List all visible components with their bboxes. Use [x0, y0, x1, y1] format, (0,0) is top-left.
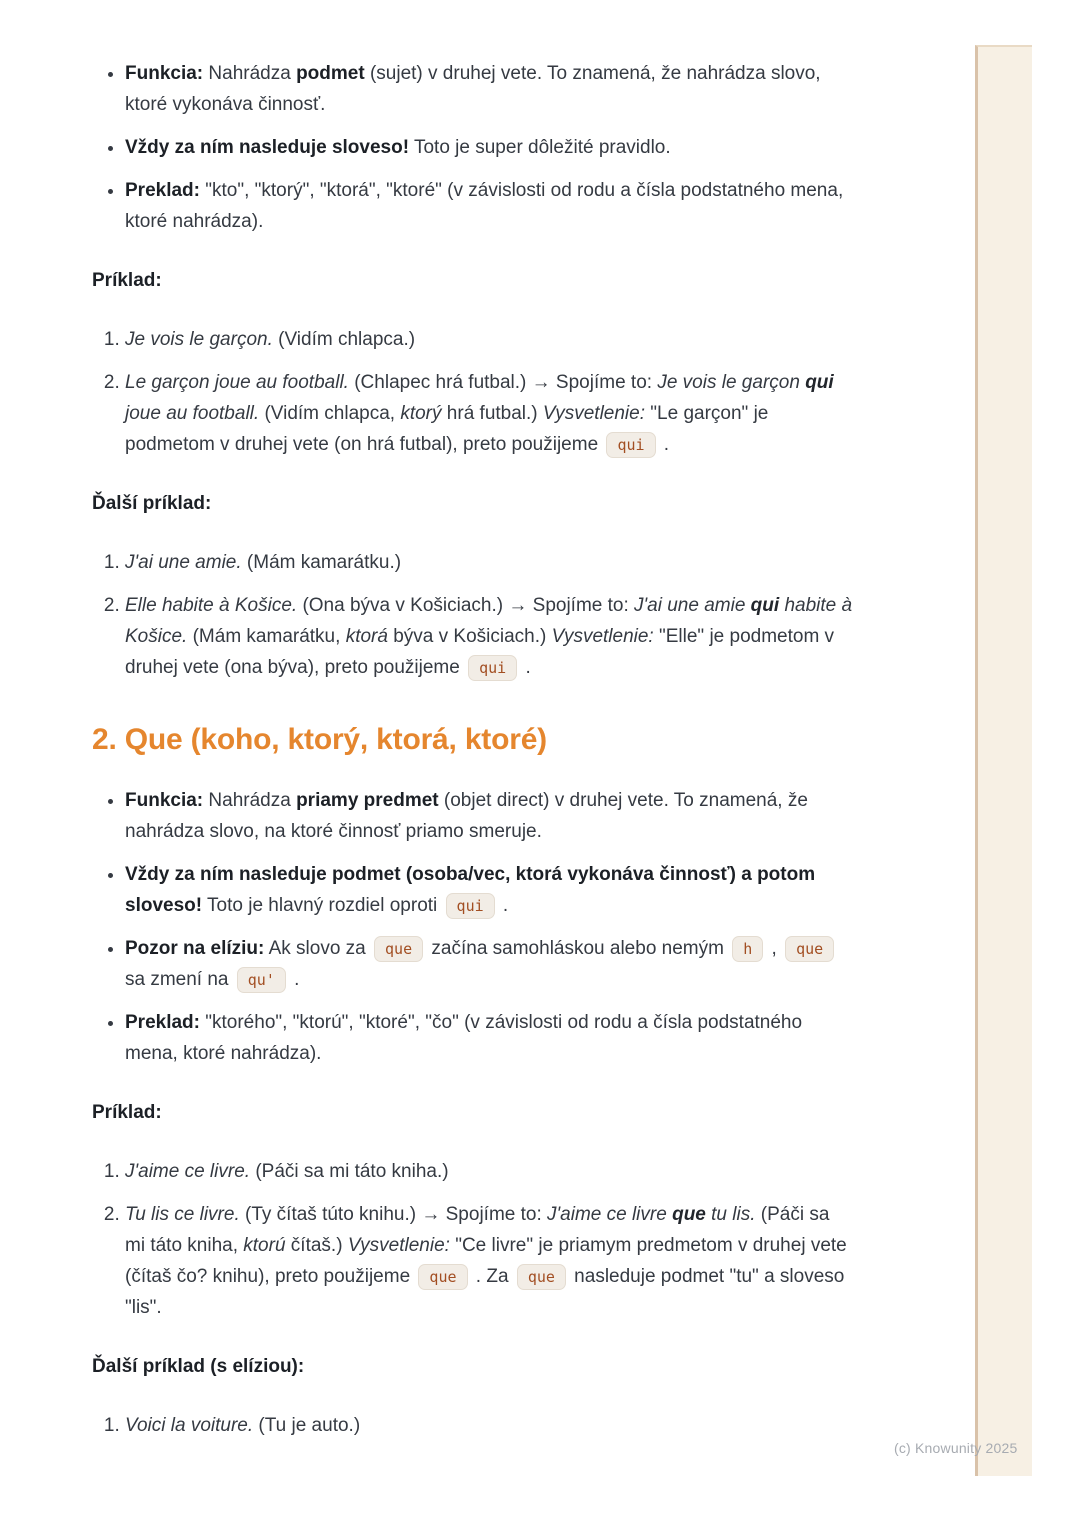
text-run-italic: ktorá	[345, 626, 388, 647]
text-run: čítaš.)	[285, 1235, 348, 1256]
text-run: Nahrádza	[203, 63, 297, 84]
text-run-bold: Pozor na elíziu:	[125, 938, 265, 959]
text-run-bold-italic: qui	[750, 595, 780, 616]
list-item	[125, 175, 854, 237]
text-run-italic: Tu lis ce livre.	[125, 1204, 240, 1225]
inline-code-chip: h	[732, 936, 763, 962]
list-item	[125, 1007, 854, 1069]
list-item	[125, 132, 854, 163]
text-run: Toto je super dôležité pravidlo.	[409, 137, 671, 158]
text-run: "ktorého", "ktorú", "ktoré", "čo" (v závislosti od rodu a čísla podstatného mena, ktoré nahrádza).	[125, 1012, 803, 1064]
numbered-list	[92, 547, 854, 683]
text-run-bold: Funkcia:	[125, 790, 204, 811]
text-run: hrá futbal.)	[441, 403, 543, 424]
watermark: (c) Knowunity 2025	[894, 1440, 1018, 1456]
text-run-italic: ktorý	[400, 403, 442, 424]
text-run: začína samohláskou alebo nemým	[426, 938, 730, 959]
text-run: Nahrádza	[203, 790, 297, 811]
text-run-italic: Vysvetlenie:	[551, 626, 654, 647]
sub-heading: Ďalší príklad (s elíziou):	[92, 1356, 305, 1377]
text-run: Toto je hlavný rozdiel oproti	[202, 895, 443, 916]
text-run: ,	[766, 938, 783, 959]
text-run: sa zmení na	[125, 969, 234, 990]
text-run-italic: joue au football.	[125, 403, 260, 424]
text-run: "Le garçon" je podmetom v druhej vete (on hrá futbal), preto použijeme	[125, 403, 769, 455]
text-run: .	[497, 895, 509, 916]
section-title: 2. Que (koho, ktorý, ktorá, ktoré)	[92, 723, 547, 756]
sub-heading: Príklad:	[92, 270, 162, 291]
text-run: (Ty čítaš túto knihu.) → Spojíme to:	[239, 1204, 548, 1225]
text-run: "Ce livre" je priamym predmetom v druhej vete (čítaš čo? knihu), preto použijeme	[125, 1235, 847, 1287]
text-run-italic: Voici la voiture.	[125, 1415, 254, 1436]
text-run: býva v Košiciach.)	[387, 626, 552, 647]
text-run: (Ona býva v Košiciach.) → Spojíme to:	[297, 595, 635, 616]
text-run-italic: Vysvetlenie:	[347, 1235, 450, 1256]
list-item	[125, 1156, 854, 1187]
list-item	[125, 933, 854, 995]
text-run-bold: Funkcia:	[125, 63, 204, 84]
sub-heading: Ďalší príklad:	[92, 493, 212, 514]
inline-code-chip: que	[418, 1264, 467, 1290]
text-run: . Za	[470, 1266, 514, 1287]
numbered-list	[92, 324, 854, 460]
text-run-italic: Elle habite à Košice.	[125, 595, 298, 616]
list-item	[125, 324, 854, 355]
inline-code-chip: que	[517, 1264, 566, 1290]
text-run: (objet direct) v druhej vete. To znamená, že nahrádza slovo, na ktoré činnosť priamo smeruje.	[125, 790, 808, 842]
inline-code-chip: qui	[606, 432, 655, 458]
list-item	[125, 1199, 854, 1323]
text-run: (Vidím chlapca,	[259, 403, 401, 424]
text-run-bold-italic: qui	[805, 372, 834, 393]
list-item	[125, 590, 854, 683]
text-run-italic: J'ai une amie	[634, 595, 751, 616]
bullet-list	[92, 785, 854, 1069]
text-run-italic: J'aime ce livre	[547, 1204, 673, 1225]
text-run-bold: Preklad:	[125, 1012, 200, 1033]
text-run: (Páči sa mi táto kniha.)	[250, 1161, 449, 1182]
text-run-italic: Je vois le garçon	[657, 372, 806, 393]
text-run-italic: J'ai une amie.	[125, 552, 242, 573]
list-item	[125, 859, 854, 921]
list-item	[125, 1410, 854, 1441]
text-run-italic: tu lis.	[705, 1204, 756, 1225]
inline-code-chip: qui	[446, 893, 495, 919]
text-run: (Mám kamarátku.)	[241, 552, 402, 573]
bullet-list	[92, 58, 854, 237]
text-run-bold: Vždy za ním nasleduje podmet (osoba/vec, ktorá vykonáva činnosť) a potom sloveso!	[125, 864, 816, 916]
text-run: (Páči sa mi táto kniha,	[125, 1204, 830, 1256]
text-run: (sujet) v druhej vete. To znamená, že nahrádza slovo, ktoré vykonáva činnosť.	[125, 63, 821, 115]
text-run: "kto", "ktorý", "ktorá", "ktoré" (v závislosti od rodu a čísla podstatného mena, ktoré nahrádza).	[125, 180, 844, 232]
text-run-italic: J'aime ce livre.	[125, 1161, 251, 1182]
next-page-edge-strip	[975, 45, 1032, 1476]
document-body	[92, 46, 854, 1469]
numbered-list	[92, 1156, 854, 1323]
text-run: "Elle" je podmetom v druhej vete (ona býva), preto použijeme	[125, 626, 835, 678]
text-run-italic: Je vois le garçon.	[125, 329, 273, 350]
text-run: (Vidím chlapca.)	[272, 329, 416, 350]
list-item	[125, 58, 854, 120]
text-run: .	[658, 434, 670, 455]
text-run-bold: podmet	[296, 63, 365, 84]
text-run: (Chlapec hrá futbal.) → Spojíme to:	[348, 372, 658, 393]
text-run-bold: Preklad:	[125, 180, 200, 201]
text-run-italic: ktorú	[243, 1235, 286, 1256]
text-run-bold: Vždy za ním nasleduje sloveso!	[125, 137, 410, 158]
list-item	[125, 547, 854, 578]
text-run: .	[288, 969, 300, 990]
text-run-italic: Le garçon joue au football.	[125, 372, 349, 393]
text-run: (Tu je auto.)	[253, 1415, 361, 1436]
text-run-italic: habite à Košice.	[125, 595, 853, 647]
inline-code-chip: qu'	[237, 967, 286, 993]
text-run: .	[520, 657, 531, 678]
sub-heading: Príklad:	[92, 1102, 162, 1123]
text-run-bold: priamy predmet	[296, 790, 439, 811]
text-run: Ak slovo za	[264, 938, 372, 959]
inline-code-chip: que	[374, 936, 423, 962]
text-run-bold-italic: que	[672, 1204, 706, 1225]
text-run: (Mám kamarátku,	[187, 626, 346, 647]
list-item	[125, 785, 854, 847]
text-run-italic: Vysvetlenie:	[542, 403, 646, 424]
inline-code-chip: qui	[468, 655, 517, 681]
text-run: nasleduje podmet "tu" a sloveso "lis".	[125, 1266, 845, 1318]
numbered-list	[92, 1410, 854, 1441]
list-item	[125, 367, 854, 460]
inline-code-chip: que	[785, 936, 834, 962]
